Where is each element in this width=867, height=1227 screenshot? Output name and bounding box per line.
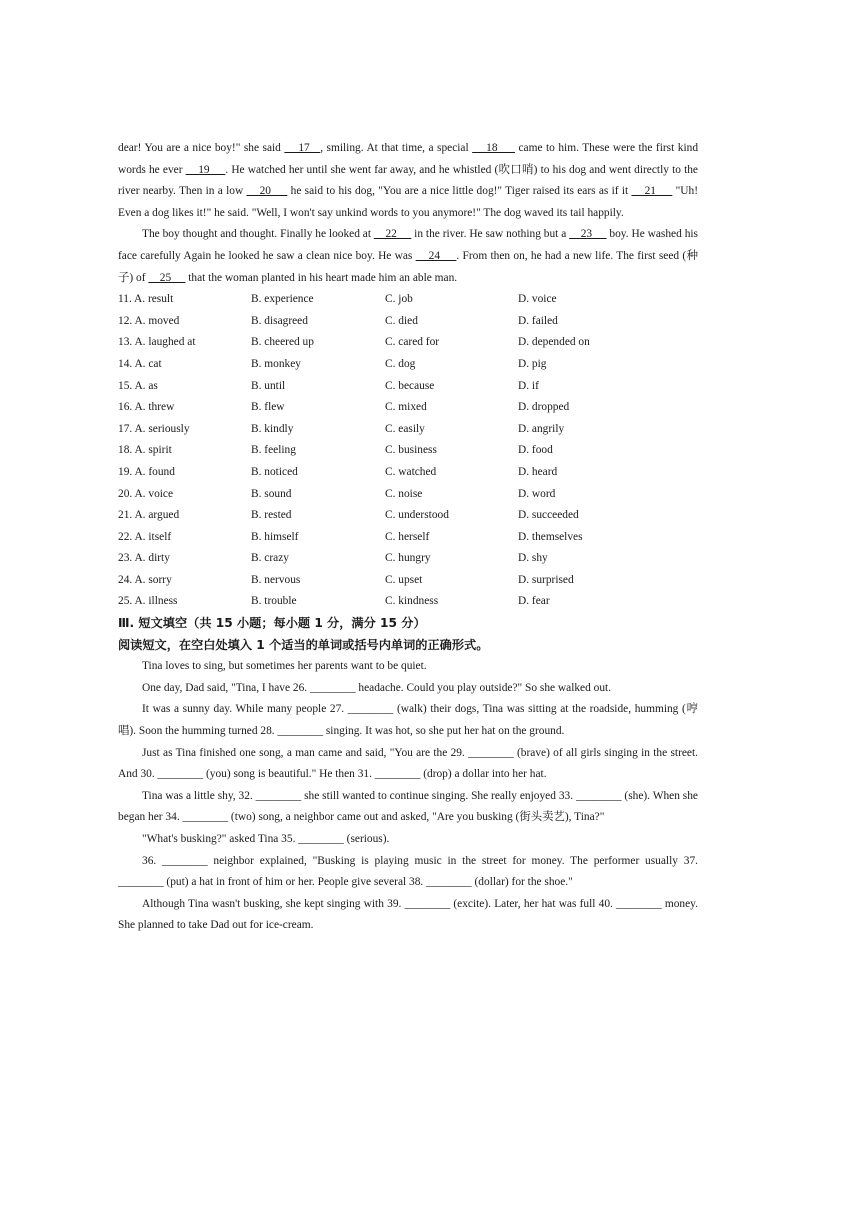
blank-25: 25 [148,271,186,284]
option-row-17: 17. A. seriously B. kindly C. easily D. angrily [118,422,565,435]
cloze-paragraph-8: Although Tina wasn't busking, she kept singing with 39. ________ (excite). Later, her hat was full 40. ________ money. She planned to take Dad out for ice-cream. [118,897,698,932]
option-row-14: 14. A. cat B. monkey C. dog D. pig [118,357,547,370]
blank-22: 22 [373,228,412,241]
blank-21: 21 [631,185,673,198]
option-row-18: 18. A. spirit B. feeling C. business D. food [118,444,553,457]
cloze-paragraph-4: Just as Tina finished one song, a man came and said, "You are the 29. ________ (brave) of all girls singing in the street. And 30. ________ (you) song is beautiful." He then 31. ________ (drop) a dollar into her hat. [118,746,698,781]
option-row-25: 25. A. illness B. trouble C. kindness D. fear [118,595,550,608]
cloze-paragraph-5: Tina was a little shy, 32. ________ she still wanted to continue singing. She really enjoyed 33. ________ (she). When she began her 34. ________ (two) song, a neighbor came out and asked, "Are you busking (街头卖艺), Tina?" [118,789,698,824]
blank-20: 20 [246,185,288,198]
blank-19: 19 [185,163,226,176]
option-row-16: 16. A. threw B. flew C. mixed D. dropped [118,401,570,414]
option-row-13: 13. A. laughed at B. cheered up C. cared for D. depended on [118,336,590,349]
option-row-24: 24. A. sorry B. nervous C. upset D. surprised [118,573,574,586]
options-list [118,289,698,613]
blank-18: 18 [472,142,515,154]
option-row-22: 22. A. itself B. himself C. herself D. themselves [118,530,583,543]
option-row-21: 21. A. argued B. rested C. understood D. succeeded [118,509,579,522]
section-3-instruction: 阅读短文，在空白处填入 1 个适当的单词或括号内单词的正确形式。 [118,637,489,652]
option-row-15: 15. A. as B. until C. because D. if [118,379,539,392]
blank-17: 17 [284,142,321,154]
cloze-paragraph-6: "What's busking?" asked Tina 35. ________ (serious). [142,833,390,845]
cloze-paragraph-7: 36. ________ neighbor explained, "Busking is playing music in the street for money. The performer usually 37. ________ (put) a hat in front of him or her. People give several 38. ________ (dollar) for the shoe." [118,854,698,889]
section-3-title: Ⅲ. 短文填空（共 15 小题；每小题 1 分，满分 15 分） [118,616,426,631]
cloze-paragraph-1: Tina loves to sing, but sometimes her parents want to be quiet. [142,660,427,673]
option-row-19: 19. A. found B. noticed C. watched D. heard [118,465,558,478]
option-row-12: 12. A. moved B. disagreed C. died D. failed [118,314,558,327]
passage-paragraph-1: dear! You are a nice boy!" she said 17 , smiling. At that time, a special 18 came to him. These were the first kind words he ever 19 . He watched her until she went far away, and he whistled (吹口哨) to his dog and went directly to the river nearby. Then in a low 20 he said to his dog, "You are a nice little dog!" Tiger raised its ears as if it 21 "Uh! Even a dog likes it!" he said. "Well, I won't say unkind words to you anymore!" The dog waved its tail happily. [118,142,699,219]
blank-24: 24 [415,249,457,262]
option-row-23: 23. A. dirty B. crazy C. hungry D. shy [118,552,548,565]
option-row-11: 11. A. result B. experience C. job D. voice [118,293,557,306]
exam-page [118,138,698,937]
option-row-20: 20. A. voice B. sound C. noise D. word [118,487,556,500]
blank-23: 23 [569,228,607,241]
cloze-paragraph-2: One day, Dad said, "Tina, I have 26. ________ headache. Could you play outside?" So she walked out. [142,681,612,694]
cloze-paragraph-3: It was a sunny day. While many people 27. ________ (walk) their dogs, Tina was sitting at the roadside, humming (哼唱). Soon the humming turned 28. ________ singing. It was hot, so she put her hat on the ground. [118,703,698,738]
passage-paragraph-2: The boy thought and thought. Finally he looked at 22 in the river. He saw nothing but a 23 boy. He washed his face carefully Again he looked he saw a clean nice boy. He was 24 . From then on, he had a new life. The first seed (种子) of 25 that the woman planted in his heart made him an able man. [118,228,698,284]
